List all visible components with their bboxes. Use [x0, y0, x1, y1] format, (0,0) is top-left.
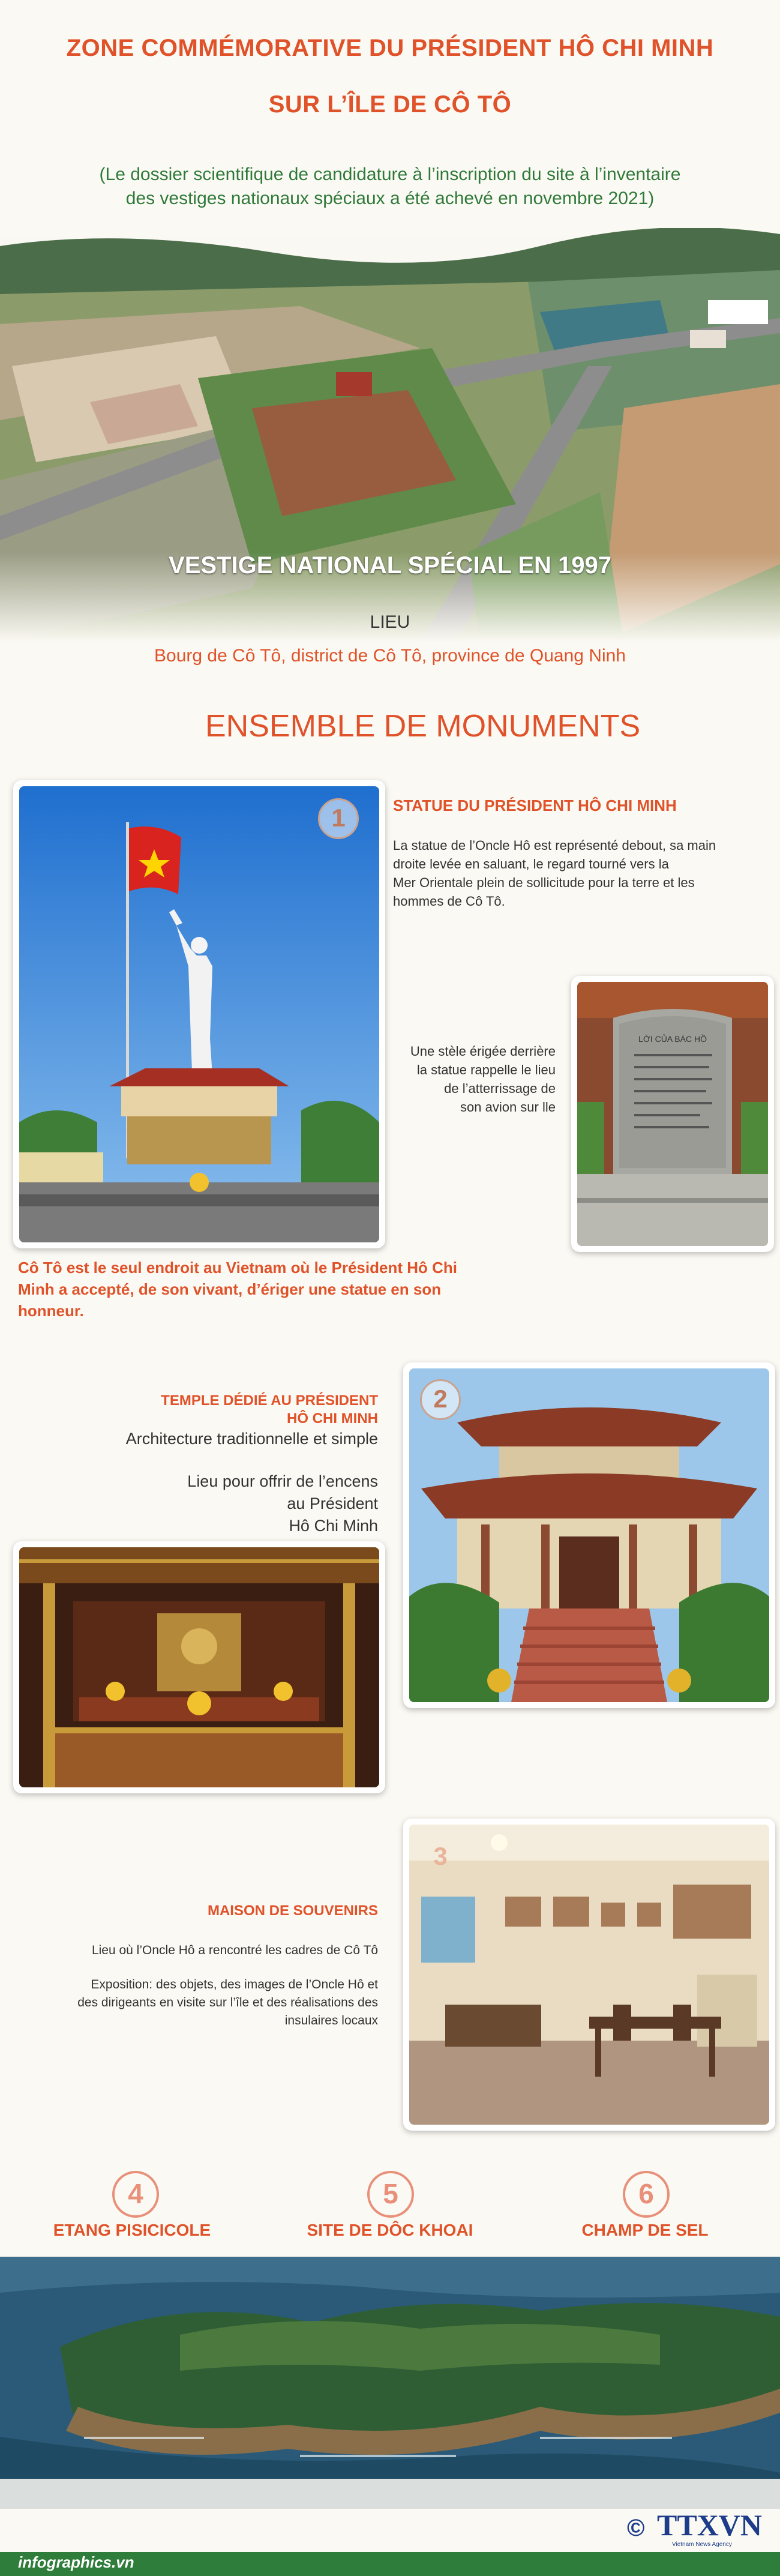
monument1-desc-line4: hommes de Cô Tô. — [393, 894, 505, 909]
lieu-label: LIEU — [370, 612, 410, 632]
footer-site-link[interactable]: infographics.vn — [18, 2553, 134, 2571]
site-number-5: 5 — [367, 2171, 414, 2218]
site-number-4: 4 — [112, 2171, 159, 2218]
monument1-note-line1: Cô Tô est le seul endroit au Vietnam où le Président Hô Chi — [18, 1259, 457, 1277]
monument3-desc2-line1: Exposition: des objets, des images de l’Oncle Hô et — [91, 1978, 378, 1991]
monument2-title-line2: HÔ CHI MINH — [287, 1410, 378, 1427]
stele-photo — [571, 976, 774, 1252]
monument-number-2: 2 — [420, 1379, 461, 1420]
monument1-note-line2: Minh a accepté, de son vivant, d’ériger une statue en son — [18, 1280, 442, 1298]
site-number-6: 6 — [623, 2171, 670, 2218]
monument2-title-line1: TEMPLE DÉDIÉ AU PRÉSIDENT — [161, 1392, 378, 1409]
site-label-5: SITE DE DÔC KHOAI — [307, 2221, 473, 2239]
souvenir-house-photo — [403, 1819, 775, 2131]
monument2-desc2-line1: Lieu pour offrir de l’encens — [187, 1472, 378, 1490]
monument3-desc2-line2: des dirigeants en visite sur l’île et des réalisations des — [77, 1996, 378, 2009]
monument3-desc-line1: Lieu où l’Oncle Hô a rencontré les cadres de Cô Tô — [91, 1943, 378, 1957]
ttxvn-sub: Vietnam News Agency — [672, 2541, 732, 2548]
monument3-desc2-line3: insulaires locaux — [284, 2014, 378, 2027]
stele-desc-line1: Une stèle érigée derrière — [410, 1044, 556, 1059]
monument1-note-line3: honneur. — [18, 1302, 84, 1320]
vestige-banner: VESTIGE NATIONAL SPÉCIAL EN 1997 — [169, 552, 611, 579]
statue-photo — [13, 780, 385, 1248]
stele-plaque-text: LỜI CỦA BÁC HỒ — [638, 1034, 707, 1044]
site-label-4: ETANG PISICICOLE — [53, 2221, 211, 2239]
monument1-desc-line2: droite levée en saluant, le regard tourné vers la — [393, 856, 669, 871]
monument2-desc2-line3: Hô Chi Minh — [289, 1517, 378, 1535]
subtitle-line2: des vestiges nationaux spéciaux a été achevé en novembre 2021) — [125, 188, 655, 208]
monument1-title: STATUE DU PRÉSIDENT HÔ CHI MINH — [393, 796, 677, 814]
monument1-desc-line3: Mer Orientale plein de sollicitude pour la terre et les — [393, 875, 695, 890]
stele-desc-line4: son avion sur lle — [460, 1100, 556, 1115]
monument-number-1: 1 — [318, 798, 359, 839]
ttxvn-logo: TTXVN — [657, 2508, 763, 2542]
page-title-line1: ZONE COMMÉMORATIVE DU PRÉSIDENT HÔ CHI MINH — [66, 35, 714, 61]
subtitle-line1: (Le dossier scientifique de candidature à l’inscription du site à l’inventaire — [99, 164, 681, 184]
copyright-symbol: © — [627, 2515, 645, 2541]
site-label-6: CHAMP DE SEL — [581, 2221, 709, 2239]
monument3-title: MAISON DE SOUVENIRS — [207, 1903, 378, 1919]
aerial-photo — [0, 228, 780, 642]
monument2-desc: Architecture traditionnelle et simple — [125, 1430, 378, 1448]
ensemble-heading: ENSEMBLE DE MONUMENTS — [205, 709, 641, 744]
altar-photo — [13, 1541, 385, 1793]
monument-number-3: 3 — [433, 1842, 448, 1870]
temple-exterior-photo — [403, 1362, 775, 1708]
monument1-desc-line1: La statue de l’Oncle Hô est représenté debout, sa main — [393, 838, 716, 853]
monument2-desc2-line2: au Président — [287, 1494, 378, 1512]
lieu-value: Bourg de Cô Tô, district de Cô Tô, province de Quang Ninh — [154, 646, 626, 666]
stele-desc-line2: la statue rappelle le lieu — [416, 1062, 556, 1077]
stele-desc-line3: de l’atterrissage de — [444, 1081, 556, 1096]
coastline-photo — [0, 2257, 780, 2509]
page-title-line2: SUR L’ÎLE DE CÔ TÔ — [268, 91, 512, 118]
